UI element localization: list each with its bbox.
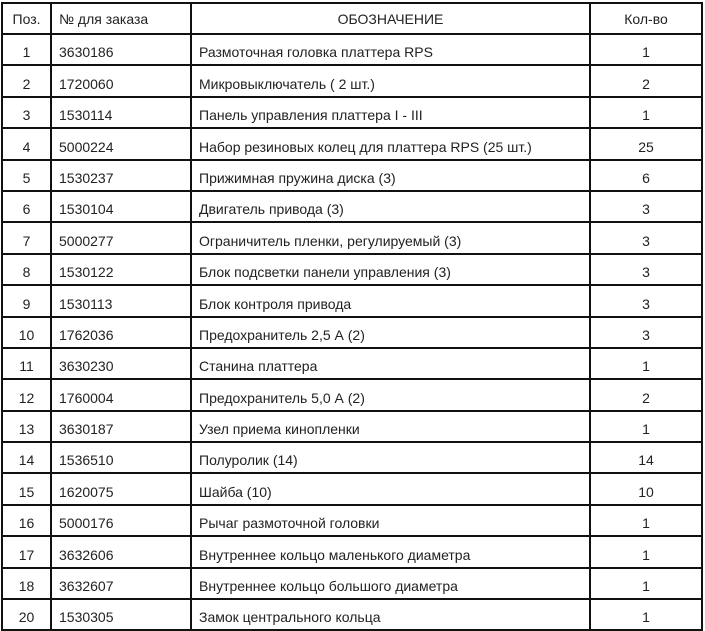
cell-designation: Блок контроля привода — [191, 285, 590, 316]
cell-quantity: 1 — [590, 505, 702, 536]
cell-pos: 17 — [2, 536, 51, 567]
cell-pos: 12 — [2, 379, 51, 410]
cell-pos: 5 — [2, 160, 51, 191]
cell-designation: Шайба (10) — [191, 473, 590, 504]
cell-order-number: 5000176 — [51, 505, 191, 536]
cell-order-number: 1530114 — [51, 97, 191, 128]
cell-quantity: 10 — [590, 473, 702, 504]
cell-pos: 11 — [2, 348, 51, 379]
cell-order-number: 1530305 — [51, 599, 191, 630]
table-row — [2, 599, 702, 630]
cell-quantity: 14 — [590, 442, 702, 473]
cell-order-number: 1530122 — [51, 254, 191, 285]
table-row — [2, 568, 702, 599]
table-row — [2, 536, 702, 567]
cell-designation: Микровыключатель ( 2 шт.) — [191, 65, 590, 96]
cell-order-number: 1720060 — [51, 65, 191, 96]
cell-pos: 8 — [2, 254, 51, 285]
cell-pos: 1 — [2, 34, 51, 65]
cell-designation: Двигатель привода (3) — [191, 191, 590, 222]
cell-pos: 15 — [2, 473, 51, 504]
cell-pos: 13 — [2, 411, 51, 442]
cell-designation: Размоточная головка платтера RPS — [191, 34, 590, 65]
cell-quantity: 1 — [590, 34, 702, 65]
cell-pos: 16 — [2, 505, 51, 536]
cell-order-number: 3630230 — [51, 348, 191, 379]
cell-designation: Прижимная пружина диска (3) — [191, 160, 590, 191]
cell-order-number: 1530104 — [51, 191, 191, 222]
cell-quantity: 3 — [590, 222, 702, 253]
cell-pos: 18 — [2, 568, 51, 599]
cell-quantity: 1 — [590, 348, 702, 379]
cell-order-number: 5000277 — [51, 222, 191, 253]
cell-order-number: 3632606 — [51, 536, 191, 567]
table-row — [2, 97, 702, 128]
table-row — [2, 34, 702, 65]
cell-pos: 2 — [2, 65, 51, 96]
table-row — [2, 505, 702, 536]
table-row — [2, 222, 702, 253]
cell-quantity: 3 — [590, 254, 702, 285]
cell-quantity: 2 — [590, 379, 702, 410]
cell-quantity: 25 — [590, 128, 702, 159]
cell-designation: Станина платтера — [191, 348, 590, 379]
cell-quantity: 1 — [590, 536, 702, 567]
cell-designation: Блок подсветки панели управления (3) — [191, 254, 590, 285]
table-row — [2, 411, 702, 442]
cell-designation: Предохранитель 2,5 А (2) — [191, 317, 590, 348]
header-pos: Поз. — [2, 3, 51, 34]
cell-designation: Полуролик (14) — [191, 442, 590, 473]
table-row — [2, 128, 702, 159]
table-row — [2, 473, 702, 504]
table-row — [2, 317, 702, 348]
cell-pos: 6 — [2, 191, 51, 222]
cell-designation: Панель управления платтера I - III — [191, 97, 590, 128]
cell-pos: 3 — [2, 97, 51, 128]
header-order-number: № для заказа — [51, 3, 191, 34]
header-quantity: Кол-во — [590, 3, 702, 34]
cell-designation: Рычаг размоточной головки — [191, 505, 590, 536]
table-row — [2, 348, 702, 379]
cell-order-number: 1620075 — [51, 473, 191, 504]
cell-order-number: 1760004 — [51, 379, 191, 410]
cell-pos: 4 — [2, 128, 51, 159]
cell-quantity: 1 — [590, 599, 702, 630]
cell-designation: Внутреннее кольцо большого диаметра — [191, 568, 590, 599]
cell-pos: 7 — [2, 222, 51, 253]
cell-quantity: 3 — [590, 285, 702, 316]
table-row — [2, 442, 702, 473]
cell-quantity: 3 — [590, 317, 702, 348]
table-row — [2, 254, 702, 285]
cell-order-number: 3632607 — [51, 568, 191, 599]
cell-order-number: 1536510 — [51, 442, 191, 473]
cell-order-number: 1530237 — [51, 160, 191, 191]
cell-designation: Ограничитель пленки, регулируемый (3) — [191, 222, 590, 253]
cell-order-number: 1762036 — [51, 317, 191, 348]
cell-designation: Предохранитель 5,0 А (2) — [191, 379, 590, 410]
cell-quantity: 2 — [590, 65, 702, 96]
cell-quantity: 6 — [590, 160, 702, 191]
cell-pos: 10 — [2, 317, 51, 348]
cell-quantity: 1 — [590, 568, 702, 599]
cell-designation: Набор резиновых колец для платтера RPS (25 шт.) — [191, 128, 590, 159]
cell-pos: 9 — [2, 285, 51, 316]
cell-pos: 14 — [2, 442, 51, 473]
cell-quantity: 3 — [590, 191, 702, 222]
table-row — [2, 160, 702, 191]
cell-order-number: 1530113 — [51, 285, 191, 316]
table-row — [2, 65, 702, 96]
cell-designation: Узел приема кинопленки — [191, 411, 590, 442]
cell-quantity: 1 — [590, 97, 702, 128]
header-designation: ОБОЗНАЧЕНИЕ — [191, 3, 590, 34]
cell-order-number: 3630186 — [51, 34, 191, 65]
parts-table — [1, 2, 703, 631]
cell-order-number: 5000224 — [51, 128, 191, 159]
table-header — [2, 3, 702, 34]
table-row — [2, 379, 702, 410]
table-row — [2, 285, 702, 316]
table-row — [2, 191, 702, 222]
cell-order-number: 3630187 — [51, 411, 191, 442]
cell-designation: Замок центрального кольца — [191, 599, 590, 630]
cell-designation: Внутреннее кольцо маленького диаметра — [191, 536, 590, 567]
cell-pos: 20 — [2, 599, 51, 630]
cell-quantity: 1 — [590, 411, 702, 442]
